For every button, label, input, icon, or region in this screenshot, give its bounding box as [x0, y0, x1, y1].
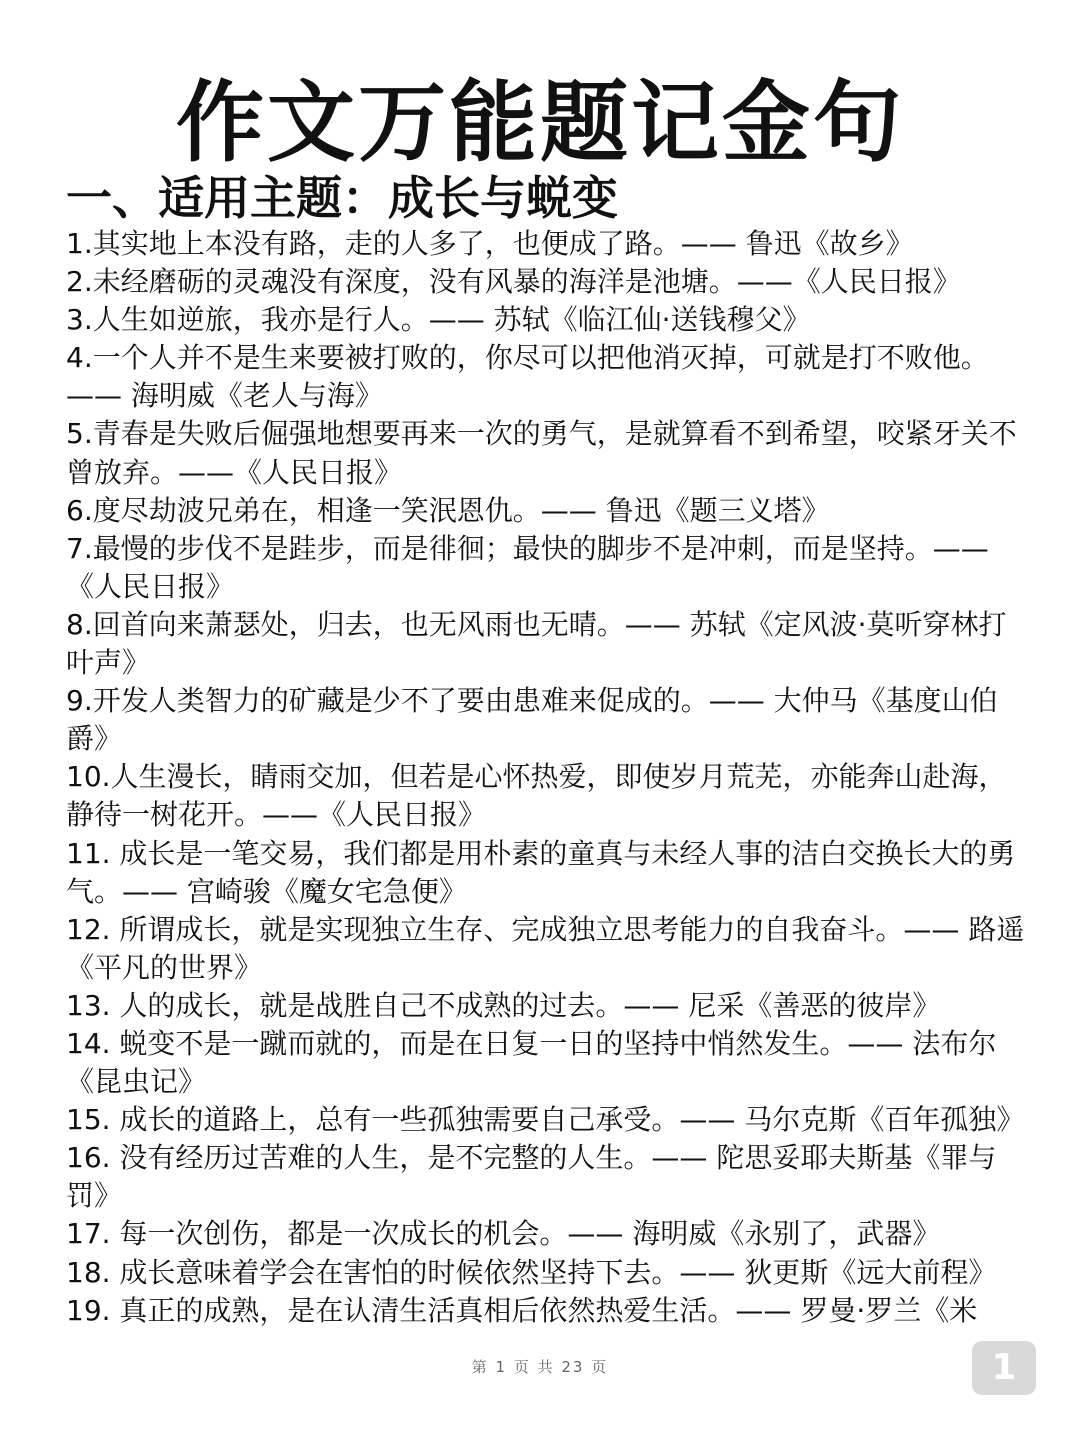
quote-list [66, 225, 1030, 1330]
page-number-badge[interactable]: 1 [972, 1341, 1036, 1395]
quote-entry: 14. 蜕变不是一蹴而就的，而是在日复一日的坚持中悄然发生。—— 法布尔《昆虫记》 [66, 1026, 997, 1099]
quote-entry: 13. 人的成长，就是战胜自己不成熟的过去。—— 尼采《善恶的彼岸》 [66, 988, 941, 1022]
quote-entry: 15. 成长的道路上，总有一些孤独需要自己承受。—— 马尔克斯《百年孤独》 [66, 1103, 1025, 1137]
quote-entry: 2.未经磨砺的灵魂没有深度，没有风暴的海洋是池塘。——《人民日报》 [66, 265, 961, 299]
quote-entry: 16. 没有经历过苦难的人生，是不完整的人生。—— 陀思妥耶夫斯基《罪与罚》 [66, 1141, 997, 1213]
quote-entry: 4.一个人并不是生来要被打败的，你尽可以把他消灭掉，可就是打不败他。—— 海明威《老人与海》 [66, 341, 989, 413]
quote-entry: 10.人生漫长，睛雨交加，但若是心怀热爱，即使岁月荒芜，亦能奔山赴海，静待一树花开。——《人民日报》 [66, 760, 1007, 832]
quote-entry: 18. 成长意味着学会在害怕的时候依然坚持下去。—— 狄更斯《远大前程》 [66, 1255, 997, 1289]
quote-entry: 8.回首向来萧瑟处，归去，也无风雨也无晴。—— 苏轼《定风波·莫听穿林打叶声》 [66, 607, 1007, 680]
quote-entry: 7.最慢的步伐不是跬步，而是徘徊；最快的脚步不是冲刺，而是坚持。——《人民日报》 [66, 531, 989, 603]
quote-entry: 11. 成长是一笔交易，我们都是用朴素的童真与未经人事的洁白交换长大的勇气。—— 宫崎骏《魔女宅急便》 [66, 836, 1016, 908]
document-title: 作文万能题记金句 [175, 71, 904, 174]
quote-entry: 12. 所谓成长，就是实现独立生存、完成独立思考能力的自我奋斗。—— 路遥《平凡的世界》 [66, 912, 1025, 984]
quote-entry: 1.其实地上本没有路，走的人多了，也便成了路。—— 鲁迅《故乡》 [66, 227, 914, 260]
quote-entry: 9.开发人类智力的矿藏是少不了要由患难来促成的。—— 大仲马《基度山伯爵》 [66, 684, 998, 756]
quote-entry: 6.度尽劫波兄弟在，相逢一笑泯恩仇。—— 鲁迅《题三义塔》 [66, 493, 830, 527]
page-counter: 第 1 页 共 23 页 [471, 1358, 609, 1376]
quote-entry: 3.人生如逆旅，我亦是行人。—— 苏轼《临江仙·送钱穆父》 [66, 303, 811, 337]
quote-entry: 5.青春是失败后倔强地想要再来一次的勇气，是就算看不到希望，咬紧牙关不曾放弃。——《人民日报》 [66, 417, 1017, 489]
section-heading: 一、适用主题：成长与蜕变 [66, 171, 618, 225]
quote-entry: 19. 真正的成熟，是在认清生活真相后依然热爱生活。—— 罗曼·罗兰《米 [66, 1293, 978, 1327]
quote-entry: 17. 每一次创伤，都是一次成长的机会。—— 海明威《永别了，武器》 [66, 1217, 941, 1251]
